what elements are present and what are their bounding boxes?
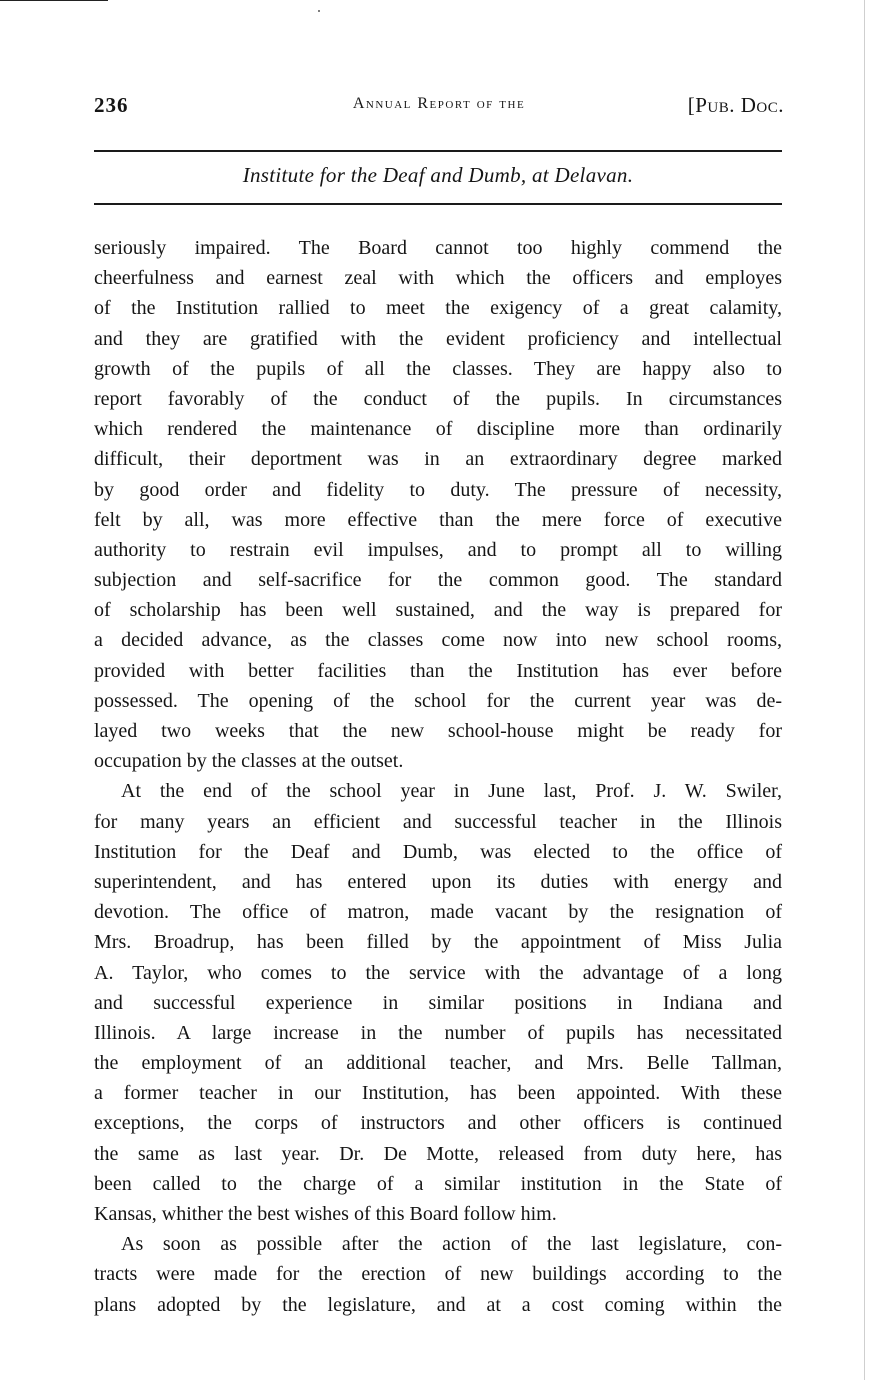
text-line: a former teacher in our Institution, has been appointed. With these: [94, 1082, 782, 1105]
text-line: provided with better facilities than the Institution has ever before: [94, 659, 782, 682]
text-line: report favorably of the conduct of the pupils. In circumstances: [94, 387, 782, 410]
text-line: Kansas, whither the best wishes of this Board follow him.: [94, 1203, 557, 1225]
text-line: difficult, their deportment was in an extraordinary degree marked: [94, 448, 782, 471]
text-line: of the Institution rallied to meet the exigency of a great calamity,: [94, 297, 782, 320]
text-line: Mrs. Broadrup, has been filled by the appointment of Miss Julia: [94, 931, 782, 954]
scan-edge-rule: [0, 0, 108, 1]
text-line: authority to restrain evil impulses, and to prompt all to willing: [94, 538, 782, 561]
text-line: superintendent, and has entered upon its duties with energy and: [94, 870, 782, 893]
text-line: the same as last year. Dr. De Motte, released from duty here, has: [94, 1142, 782, 1165]
text-line: tracts were made for the erection of new buildings according to the: [94, 1263, 782, 1286]
text-line: Institution for the Deaf and Dumb, was elected to the office of: [94, 840, 782, 863]
text-line: and they are gratified with the evident proficiency and intellectual: [94, 327, 782, 350]
text-line: cheerfulness and earnest zeal with which the officers and employes: [94, 267, 782, 290]
text-line: a decided advance, as the classes come now into new school rooms,: [94, 629, 782, 652]
text-line: A. Taylor, who comes to the service with the advantage of a long: [94, 961, 782, 984]
text-line: occupation by the classes at the outset.: [94, 750, 404, 773]
text-line: seriously impaired. The Board cannot too highly commend the: [94, 237, 782, 259]
text-line: possessed. The opening of the school for the current year was de-: [94, 689, 782, 712]
text-line: and successful experience in similar positions in Indiana and: [94, 991, 782, 1014]
text-line: layed two weeks that the new school-house might be ready for: [94, 720, 782, 742]
text-line: At the end of the school year in June last, Prof. J. W. Swiler,: [121, 780, 782, 803]
text-line: As soon as possible after the action of the last legislature, con-: [121, 1233, 782, 1256]
page-header: [94, 93, 784, 121]
text-line: subjection and self-sacrifice for the common good. The standard: [94, 569, 782, 592]
text-line: which rendered the maintenance of discipline more than ordinarily: [94, 418, 782, 441]
scan-speck: [318, 10, 320, 12]
running-title: Annual Report of the: [352, 95, 526, 112]
page-edge: [864, 0, 865, 1380]
text-line: felt by all, was more effective than the mere force of executive: [94, 508, 782, 531]
text-line: growth of the pupils of all the classes. They are happy also to: [94, 357, 782, 380]
text-line: of scholarship has been well sustained, and the way is prepared for: [94, 599, 782, 622]
paragraph-3: [94, 1229, 782, 1320]
body-text: [94, 233, 782, 1320]
text-line: Illinois. A large increase in the number of pupils has necessitated: [94, 1021, 782, 1044]
header-rule-bottom: [94, 203, 782, 205]
page-number: 236: [94, 93, 129, 117]
text-line: by good order and fidelity to duty. The pressure of necessity,: [94, 478, 782, 501]
paragraph-2: [94, 776, 782, 1229]
section-subtitle: Institute for the Deaf and Dumb, at Delavan.: [242, 163, 634, 187]
text-line: been called to the charge of a similar institution in the State of: [94, 1172, 782, 1195]
document-tag: [Pub. Doc.: [687, 93, 784, 117]
text-line: for many years an efficient and successful teacher in the Illinois: [94, 810, 782, 833]
text-line: devotion. The office of matron, made vacant by the resignation of: [94, 901, 782, 924]
header-rule-top: [94, 150, 782, 152]
text-line: the employment of an additional teacher, and Mrs. Belle Tallman,: [94, 1052, 782, 1075]
text-line: exceptions, the corps of instructors and other officers is continued: [94, 1112, 782, 1135]
paragraph-1: [94, 233, 782, 776]
text-line: plans adopted by the legislature, and at a cost coming within the: [94, 1293, 782, 1316]
